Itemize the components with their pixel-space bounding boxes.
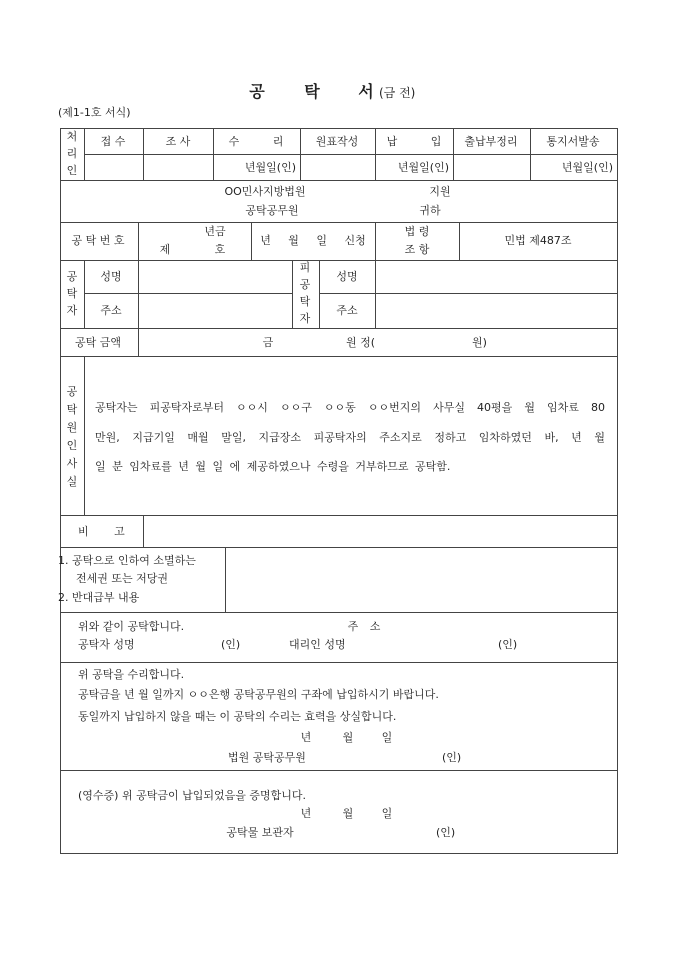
- title-suffix: (금 전): [379, 86, 416, 100]
- notice-date-seal: 년월일(인): [561, 161, 613, 174]
- agent-seal: (인): [498, 638, 518, 651]
- header-notice-sent: 통지서발송: [546, 135, 600, 148]
- divider: [138, 328, 139, 356]
- deposit-no-prefix: 제: [159, 243, 171, 256]
- depositee-label: 피공탁자: [299, 261, 311, 325]
- form-number: (제1-1호 서식): [58, 106, 131, 119]
- address-label: 주 소: [347, 620, 381, 633]
- depositor-address-label: 주소: [100, 304, 122, 317]
- law-article: 민법 제487조: [504, 234, 572, 247]
- depositor-address-field[interactable]: [139, 294, 291, 327]
- payment-date-seal: 년월일(인): [397, 161, 449, 174]
- header-receipt: 접 수: [100, 135, 126, 148]
- remarks-label: 비 고: [78, 525, 125, 538]
- deposit-no-suffix: 호: [214, 243, 226, 256]
- depositor-seal: (인): [221, 638, 241, 651]
- divider: [530, 128, 531, 180]
- extinguished-line-1: 1. 공탁으로 인하여 소멸하는: [58, 554, 196, 567]
- deposit-number-label: 공 탁 번 호: [71, 234, 125, 247]
- depositee-name-field[interactable]: [376, 261, 616, 292]
- honorific: 귀하: [419, 204, 441, 217]
- extinguished-field[interactable]: [226, 548, 616, 612]
- acceptance-year: 년: [300, 731, 312, 744]
- depositor-name-field[interactable]: [139, 261, 291, 292]
- divider: [213, 128, 214, 180]
- divider: [60, 662, 617, 663]
- amount-won-close: 원): [472, 336, 487, 349]
- divider: [319, 260, 320, 328]
- divider: [459, 222, 460, 260]
- title-char-2: 탁: [304, 82, 320, 101]
- header-ledger-entry: 원표작성: [315, 135, 359, 148]
- divider: [453, 128, 454, 180]
- amount-label: 공탁 금액: [74, 336, 122, 349]
- cause-line-2: 만원, 지급기일 매월 말일, 지급장소 피공탁자의 주소지로 정하고 임차하였던 바, 년 월: [95, 431, 605, 444]
- acceptance-month: 월: [342, 731, 354, 744]
- law-label-2: 조 항: [404, 243, 430, 256]
- application-date: 년 월 일 신청: [260, 234, 366, 247]
- depositor-name-label: 성명: [100, 270, 122, 283]
- acceptance-line-2: 공탁금을 년 월 일까지 ㅇㅇ은행 공탁공무원의 구좌에 납입하시기 바랍니다.: [78, 688, 439, 701]
- divider: [292, 260, 293, 328]
- cause-line-3: 일 분 임차료를 년 월 일 에 제공하였으나 수령을 거부하므로 공탁함.: [95, 460, 451, 473]
- deposit-officer: 공탁공무원: [245, 204, 299, 217]
- divider: [138, 222, 139, 260]
- remarks-field[interactable]: [144, 516, 616, 547]
- divider: [60, 770, 617, 771]
- divider: [60, 328, 617, 329]
- divider: [84, 260, 85, 328]
- extinguished-line-2: 전세권 또는 저당권: [76, 572, 169, 585]
- receipt-year: 년: [300, 807, 312, 820]
- divider: [60, 356, 617, 357]
- officer-seal: (인): [442, 751, 462, 764]
- acceptance-line-3: 동일까지 납입하지 않을 때는 이 공탁의 수리는 효력을 상실합니다.: [78, 710, 397, 723]
- custodian-label: 공탁물 보관자: [226, 826, 294, 839]
- divider: [375, 222, 376, 260]
- divider: [375, 128, 376, 180]
- depositee-address-label: 주소: [336, 304, 358, 317]
- court-officer-label: 법원 공탁공무원: [228, 751, 306, 764]
- receipt-day: 일: [381, 807, 393, 820]
- court-name: OO민사지방법원: [224, 185, 306, 198]
- divider: [84, 356, 85, 515]
- header-cashbook: 출납부정리: [464, 135, 518, 148]
- acceptance-line-1: 위 공탁을 수리합니다.: [78, 668, 185, 681]
- agent-signature-label: 대리인 성명: [289, 638, 346, 651]
- deposit-year-label: 년금: [204, 225, 226, 238]
- amount-prefix: 금: [262, 336, 274, 349]
- divider: [84, 128, 85, 180]
- divider: [143, 128, 144, 180]
- divider: [60, 612, 617, 613]
- divider: [251, 222, 252, 260]
- cause-line-1: 공탁자는 피공탁자로부터 ㅇㅇ시 ㅇㅇ구 ㅇㅇ동 ㅇㅇ번지의 사무실 40평을 월 임차료 80: [95, 401, 605, 414]
- declaration-text: 위와 같이 공탁합니다.: [78, 620, 185, 633]
- amount-won-jeong: 원 정(: [346, 336, 376, 349]
- depositor-label: 공탁자: [66, 270, 78, 317]
- receipt-line: (영수증) 위 공탁금이 납입되었음을 증명합니다.: [78, 789, 306, 802]
- depositee-name-label: 성명: [336, 270, 358, 283]
- divider: [60, 222, 617, 223]
- custodian-seal: (인): [436, 826, 456, 839]
- receipt-month: 월: [342, 807, 354, 820]
- depositee-address-field[interactable]: [376, 294, 616, 327]
- court-branch: 지원: [429, 185, 451, 198]
- title-char-1: 공: [249, 82, 265, 101]
- law-label-1: 법 령: [404, 225, 430, 238]
- header-review: 조 사: [165, 135, 191, 148]
- processor-label: 처리인: [66, 130, 78, 177]
- header-payment: 납 입: [386, 135, 442, 148]
- header-accept: 수 리: [228, 135, 284, 148]
- accept-date-seal: 년월일(인): [244, 161, 296, 174]
- divider: [60, 180, 617, 181]
- acceptance-day: 일: [381, 731, 393, 744]
- divider: [84, 154, 617, 155]
- title-char-3: 서: [358, 82, 374, 101]
- cause-label: 공탁원인사실: [66, 385, 78, 488]
- divider: [300, 128, 301, 180]
- depositor-signature-label: 공탁자 성명: [78, 638, 135, 651]
- counter-performance-label: 2. 반대급부 내용: [58, 591, 140, 604]
